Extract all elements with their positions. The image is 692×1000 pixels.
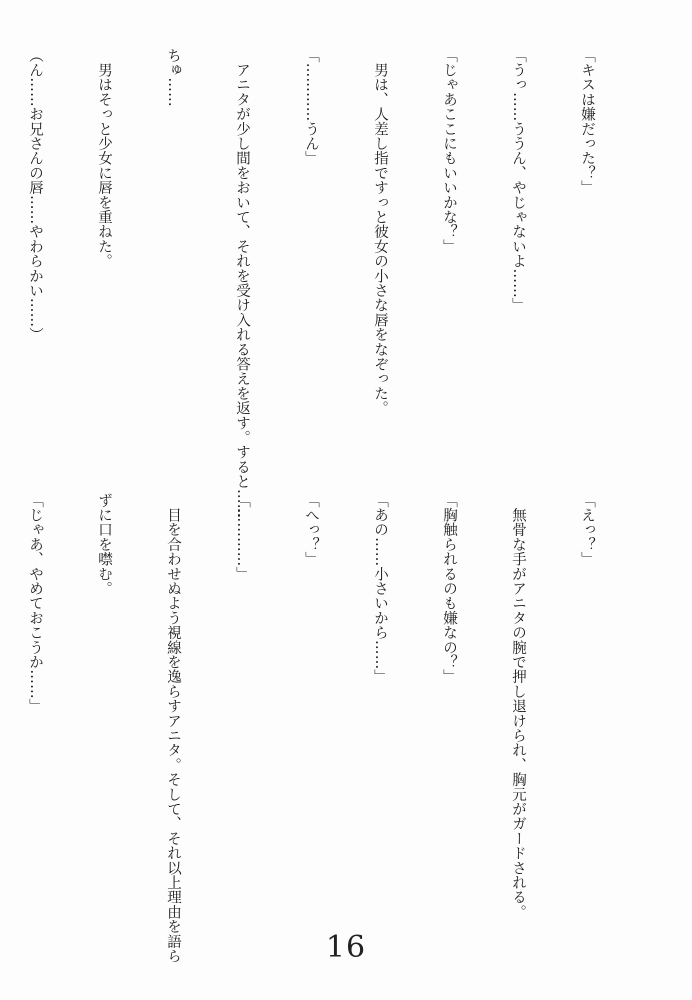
text-column: ずに口を噤む。 bbox=[96, 493, 112, 596]
text-column: 「あの……小さいから……」 bbox=[372, 493, 388, 685]
text-column: 男はそっと少女に唇を重ねた。 bbox=[96, 48, 112, 269]
text-column: 「えっ？」 bbox=[579, 493, 595, 567]
text-column: 「うっ……ううん、やじゃないよ……」 bbox=[510, 48, 526, 313]
text-column: （ん……お兄さんの唇……やわらかい……） bbox=[27, 48, 43, 342]
text-block-upper bbox=[0, 48, 644, 519]
page-number: 16 bbox=[325, 930, 367, 965]
text-column: 「じゃあここにもいいかな？」 bbox=[441, 48, 457, 254]
text-column: 「…………」 bbox=[234, 493, 250, 582]
text-column: 「キスは嫌だった？」 bbox=[579, 48, 595, 195]
text-column: 目を合わせぬよう視線を逸らすアニタ。そして、それ以上理由を語ら bbox=[165, 493, 181, 964]
text-column: 「じゃあ、やめておこうか……」 bbox=[27, 493, 43, 714]
text-column: 男は、人差し指ですっと彼女の小さな唇をなぞった。 bbox=[372, 48, 388, 416]
text-column: アニタが少し間をおいて、それを受け入れる答えを返す。すると…… bbox=[234, 48, 250, 519]
text-column: 「胸触られるのも嫌なの？」 bbox=[441, 493, 457, 685]
text-column: 無骨な手がアニタの腕で押し退けられ、胸元がガードされる。 bbox=[510, 493, 526, 920]
text-column: 「…………うん」 bbox=[303, 48, 319, 166]
text-column: ちゅ…… bbox=[165, 48, 181, 107]
text-column: 「へっ？」 bbox=[303, 493, 319, 567]
